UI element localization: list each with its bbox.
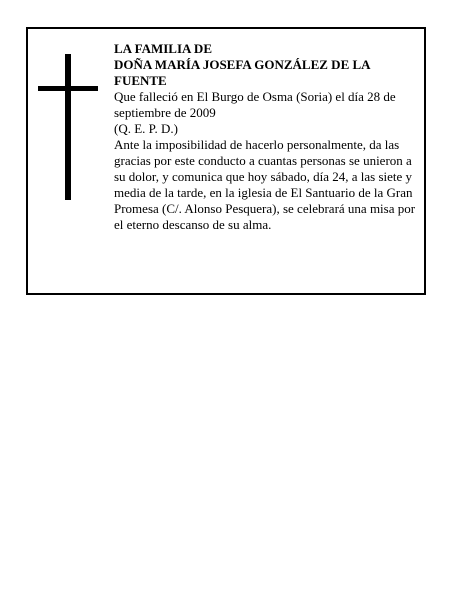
rip-text: (Q. E. P. D.) <box>114 121 178 136</box>
deceased-name: DOÑA MARÍA JOSEFA GONZÁLEZ DE LA FUENTE <box>114 57 370 88</box>
cross-horizontal-bar <box>38 86 98 91</box>
notice-text <box>114 41 420 233</box>
obituary-notice <box>26 27 426 295</box>
family-heading: LA FAMILIA DE <box>114 41 212 56</box>
mass-message: Ante la imposibilidad de hacerlo personalmente, da las gracias por este conducto a cuantas personas se unieron a su dolor, y comunica que hoy sábado, día 24, a las siete y media de la tarde, en la iglesia de El Santuario de la Gran Promesa (C/. Alonso Pesquera), se celebrará una misa por el eterno descanso de su alma. <box>114 137 416 232</box>
cross-vertical-bar <box>65 54 71 200</box>
death-info: Que falleció en El Burgo de Osma (Soria) el día 28 de septiembre de 2009 <box>114 89 396 120</box>
cross-icon <box>38 54 98 200</box>
